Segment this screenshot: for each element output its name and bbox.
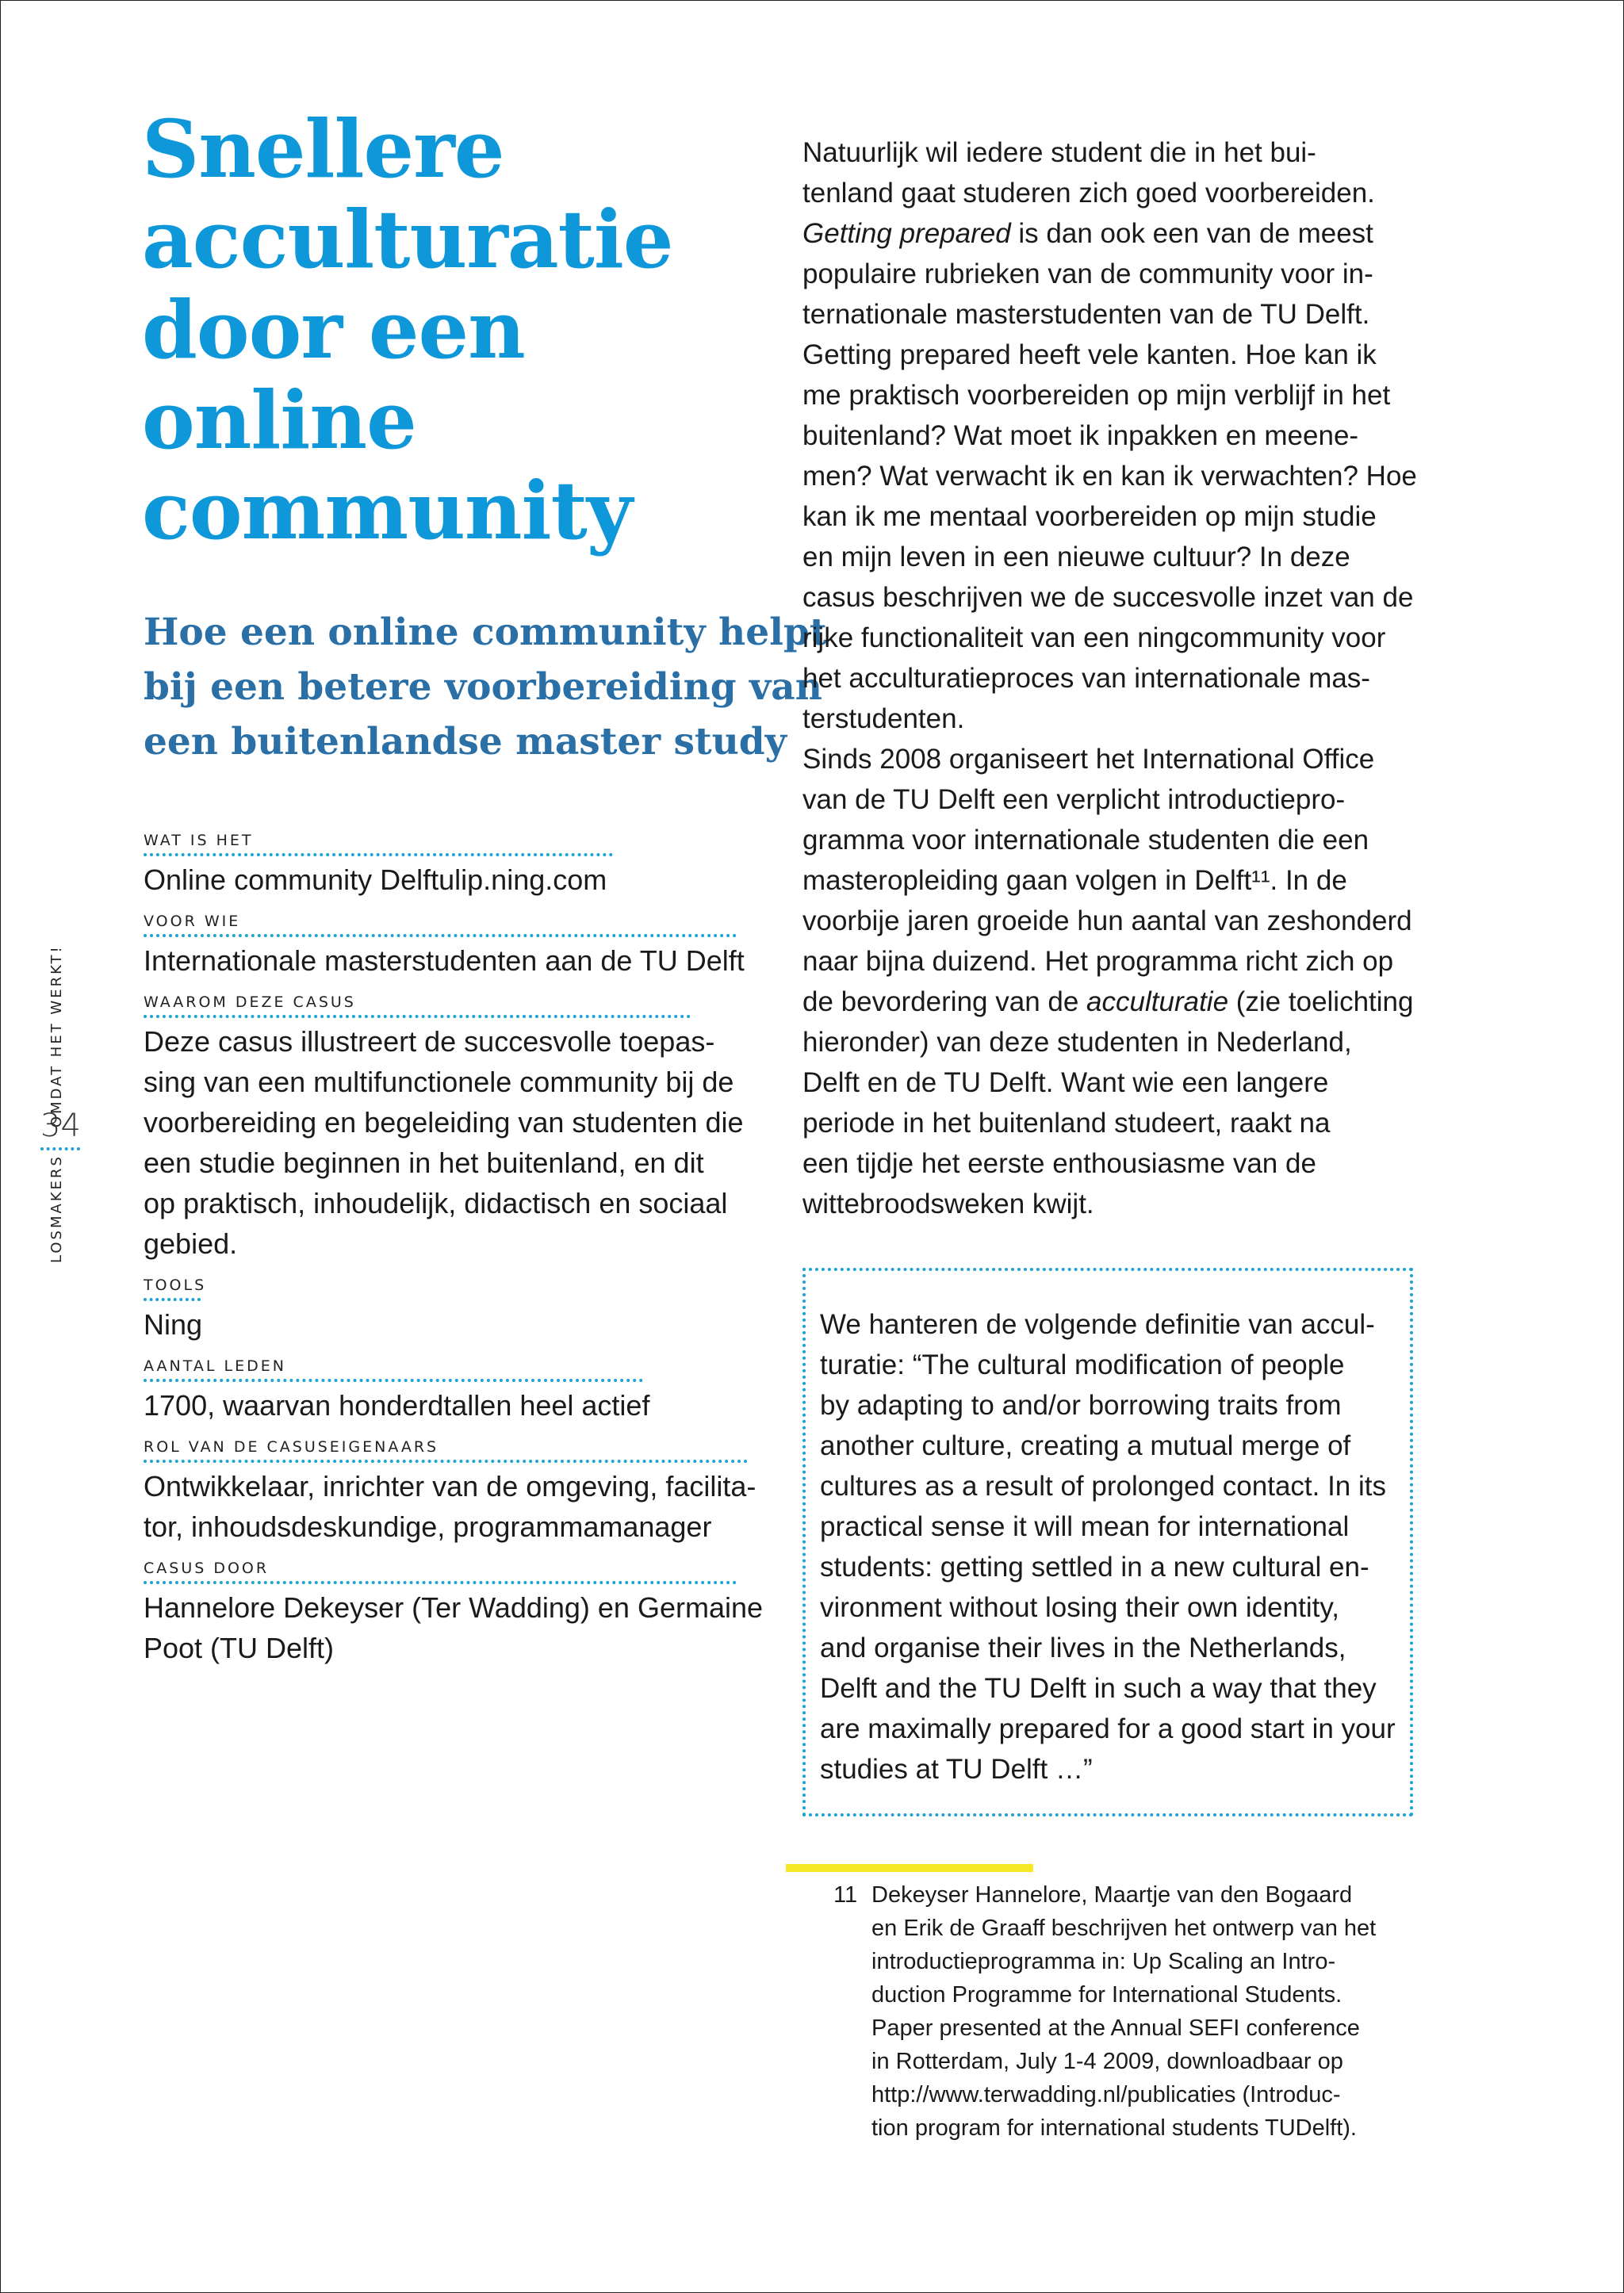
fact-label: WAT IS HET [144, 832, 613, 856]
fact-value-line: voorbereiding en begeleiding van studenten die [144, 1106, 744, 1139]
quote-line: vironment without losing their own identity, [820, 1592, 1339, 1623]
body-line: voorbije jaren groeide hun aantal van zeshonderd [802, 905, 1412, 936]
definition-box [802, 1268, 1413, 1816]
body-line: en mijn leven in een nieuwe cultuur? In deze [802, 542, 1350, 572]
definition-text [820, 1304, 1399, 1790]
page-subtitle [144, 605, 827, 769]
title-line: door een [142, 283, 525, 377]
body-line: Sinds 2008 organiseert het International Office [802, 744, 1375, 775]
fact-label: TOOLS [144, 1277, 201, 1301]
fact-why [144, 993, 762, 1264]
footnote-line: http://www.terwadding.nl/publicaties (Introduc- [871, 2082, 1341, 2107]
body-line: gramma voor internationale studenten die een [802, 825, 1369, 856]
body-line: Getting prepared is dan ook een van de meest [802, 218, 1373, 249]
case-facts [144, 832, 762, 1681]
title-line: community [142, 464, 632, 557]
body-line: kan ik me mentaal voorbereiden op mijn studie [802, 501, 1377, 532]
page-number: 34 [40, 1108, 80, 1150]
title-line: Snellere [142, 102, 504, 196]
quote-line: Delft and the TU Delft in such a way that they [820, 1673, 1377, 1704]
fact-value-line: Internationale masterstudenten aan de TU Delft [144, 944, 745, 977]
body-text [802, 132, 1421, 1224]
fact-tools [144, 1277, 762, 1345]
footnote-line: tion program for international students TUDelft). [871, 2115, 1357, 2141]
quote-line: We hanteren de volgende definitie van accul- [820, 1309, 1375, 1340]
fact-value [144, 1021, 762, 1264]
section-name: LOSMAKERS [48, 1154, 65, 1263]
fact-label: CASUS DOOR [144, 1560, 737, 1584]
body-line: naar bijna duizend. Het programma richt zich op [802, 946, 1394, 977]
quote-line: by adapting to and/or borrowing traits from [820, 1390, 1342, 1421]
fact-label: AANTAL LEDEN [144, 1357, 643, 1382]
body-line: van de TU Delft een verplicht introductiepro- [802, 784, 1346, 815]
subtitle-line: bij een betere voorbereiding van [144, 665, 822, 709]
fact-value-line: op praktisch, inhoudelijk, didactisch en sociaal [144, 1187, 728, 1219]
subtitle-line: Hoe een online community helpt [144, 611, 827, 654]
footnote-divider [786, 1864, 1033, 1872]
fact-value-line: Poot (TU Delft) [144, 1632, 335, 1664]
quote-line: and organise their lives in the Netherlands, [820, 1633, 1346, 1663]
series-name: OMDAT HET WERKT! [48, 944, 65, 1128]
fact-case-by [144, 1560, 762, 1668]
quote-line: another culture, creating a mutual merge of [820, 1430, 1351, 1461]
fact-value [144, 1304, 762, 1345]
fact-what [144, 832, 762, 900]
fact-value-line: tor, inhoudsdeskundige, programmamanager [144, 1510, 712, 1543]
body-line: Natuurlijk wil iedere student die in het bui- [802, 137, 1316, 168]
page-title [142, 104, 776, 556]
running-header [42, 936, 90, 1269]
fact-value [144, 1587, 762, 1668]
body-line: men? Wat verwacht ik en kan ik verwachten? Hoe [802, 461, 1417, 492]
emphasis-text: acculturatie [1086, 986, 1229, 1017]
quote-line: practical sense it will mean for international [820, 1511, 1350, 1542]
fact-value-line: Ontwikkelaar, inrichter van de omgeving, facilita- [144, 1470, 756, 1503]
quote-line: studies at TU Delft …” [820, 1754, 1093, 1785]
fact-value [144, 940, 762, 981]
body-line: hieronder) van deze studenten in Nederland, [802, 1027, 1352, 1058]
fact-value-line: Online community Delftulip.ning.com [144, 863, 607, 896]
running-header-text [48, 944, 65, 1263]
fact-value-line: 1700, waarvan honderdtallen heel actief [144, 1389, 650, 1422]
footnote-line: duction Programme for International Students. [871, 1982, 1342, 2008]
fact-value-line: een studie beginnen in het buitenland, en dit [144, 1146, 704, 1179]
fact-value [144, 1385, 762, 1426]
body-line: een tijdje het eerste enthousiasme van de [802, 1148, 1316, 1179]
quote-line: students: getting settled in a new cultural en- [820, 1552, 1369, 1583]
body-line: me praktisch voorbereiden op mijn verblijf in het [802, 380, 1391, 411]
fact-value-line: Deze casus illustreert de succesvolle toepas- [144, 1025, 715, 1058]
fact-value-line: Ning [144, 1308, 203, 1341]
fact-label: ROL VAN DE CASUSEIGENAARS [144, 1438, 748, 1463]
fact-value-line: sing van een multifunctionele community bij de [144, 1066, 734, 1098]
footnote-number: 11 [833, 1882, 858, 1908]
footnote-line: en Erik de Graaff beschrijven het ontwerp van het [871, 1916, 1377, 1941]
fact-members [144, 1357, 762, 1426]
title-line: online [142, 373, 416, 467]
fact-value [144, 1466, 762, 1547]
body-line: Getting prepared heeft vele kanten. Hoe kan ik [802, 339, 1377, 370]
body-line: wittebroodsweken kwijt. [802, 1189, 1094, 1219]
subtitle-line: een buitenlandse master study [144, 720, 787, 764]
footnote-line: introductieprogramma in: Up Scaling an Intro- [871, 1949, 1336, 1974]
footnote-line: Paper presented at the Annual SEFI conference [871, 2015, 1360, 2041]
fact-owner-role [144, 1438, 762, 1547]
footnote-line: Dekeyser Hannelore, Maartje van den Bogaard [871, 1882, 1353, 1908]
fact-label: VOOR WIE [144, 913, 737, 937]
body-line: ternationale masterstudenten van de TU Delft. [802, 299, 1370, 330]
footnote-line: in Rotterdam, July 1-4 2009, downloadbaar op [871, 2049, 1343, 2074]
fact-label: WAAROM DEZE CASUS [144, 993, 691, 1018]
footnote-text [871, 1878, 1376, 2145]
fact-value-line: gebied. [144, 1227, 238, 1260]
fact-value-line: Hannelore Dekeyser (Ter Wadding) en Germaine [144, 1591, 764, 1624]
quote-line: are maximally prepared for a good start in your [820, 1713, 1396, 1744]
body-line: buitenland? Wat moet ik inpakken en meene- [802, 420, 1359, 451]
body-line: Delft en de TU Delft. Want wie een langere [802, 1067, 1329, 1098]
body-line: het acculturatieproces van internationale mas- [802, 663, 1370, 694]
body-line: periode in het buitenland studeert, raakt na [802, 1108, 1331, 1139]
fact-value [144, 859, 762, 900]
fact-for-whom [144, 913, 762, 981]
body-line: masteropleiding gaan volgen in Delft¹¹. In de [802, 865, 1347, 896]
body-line: populaire rubrieken van de community voor in- [802, 258, 1373, 289]
quote-line: cultures as a result of prolonged contact. In its [820, 1471, 1386, 1502]
body-line: rijke functionaliteit van een ningcommunity voor [802, 622, 1386, 653]
title-line: acculturatie [142, 193, 673, 286]
quote-line: turatie: “The cultural modification of people [820, 1349, 1345, 1380]
body-line: casus beschrijven we de succesvolle inzet van de [802, 582, 1414, 613]
emphasis-text: Getting prepared [802, 218, 1011, 249]
body-line: de bevordering van de acculturatie (zie toelichting [802, 986, 1414, 1017]
body-line: tenland gaat studeren zich goed voorbereiden. [802, 178, 1375, 209]
body-line: terstudenten. [802, 703, 965, 734]
